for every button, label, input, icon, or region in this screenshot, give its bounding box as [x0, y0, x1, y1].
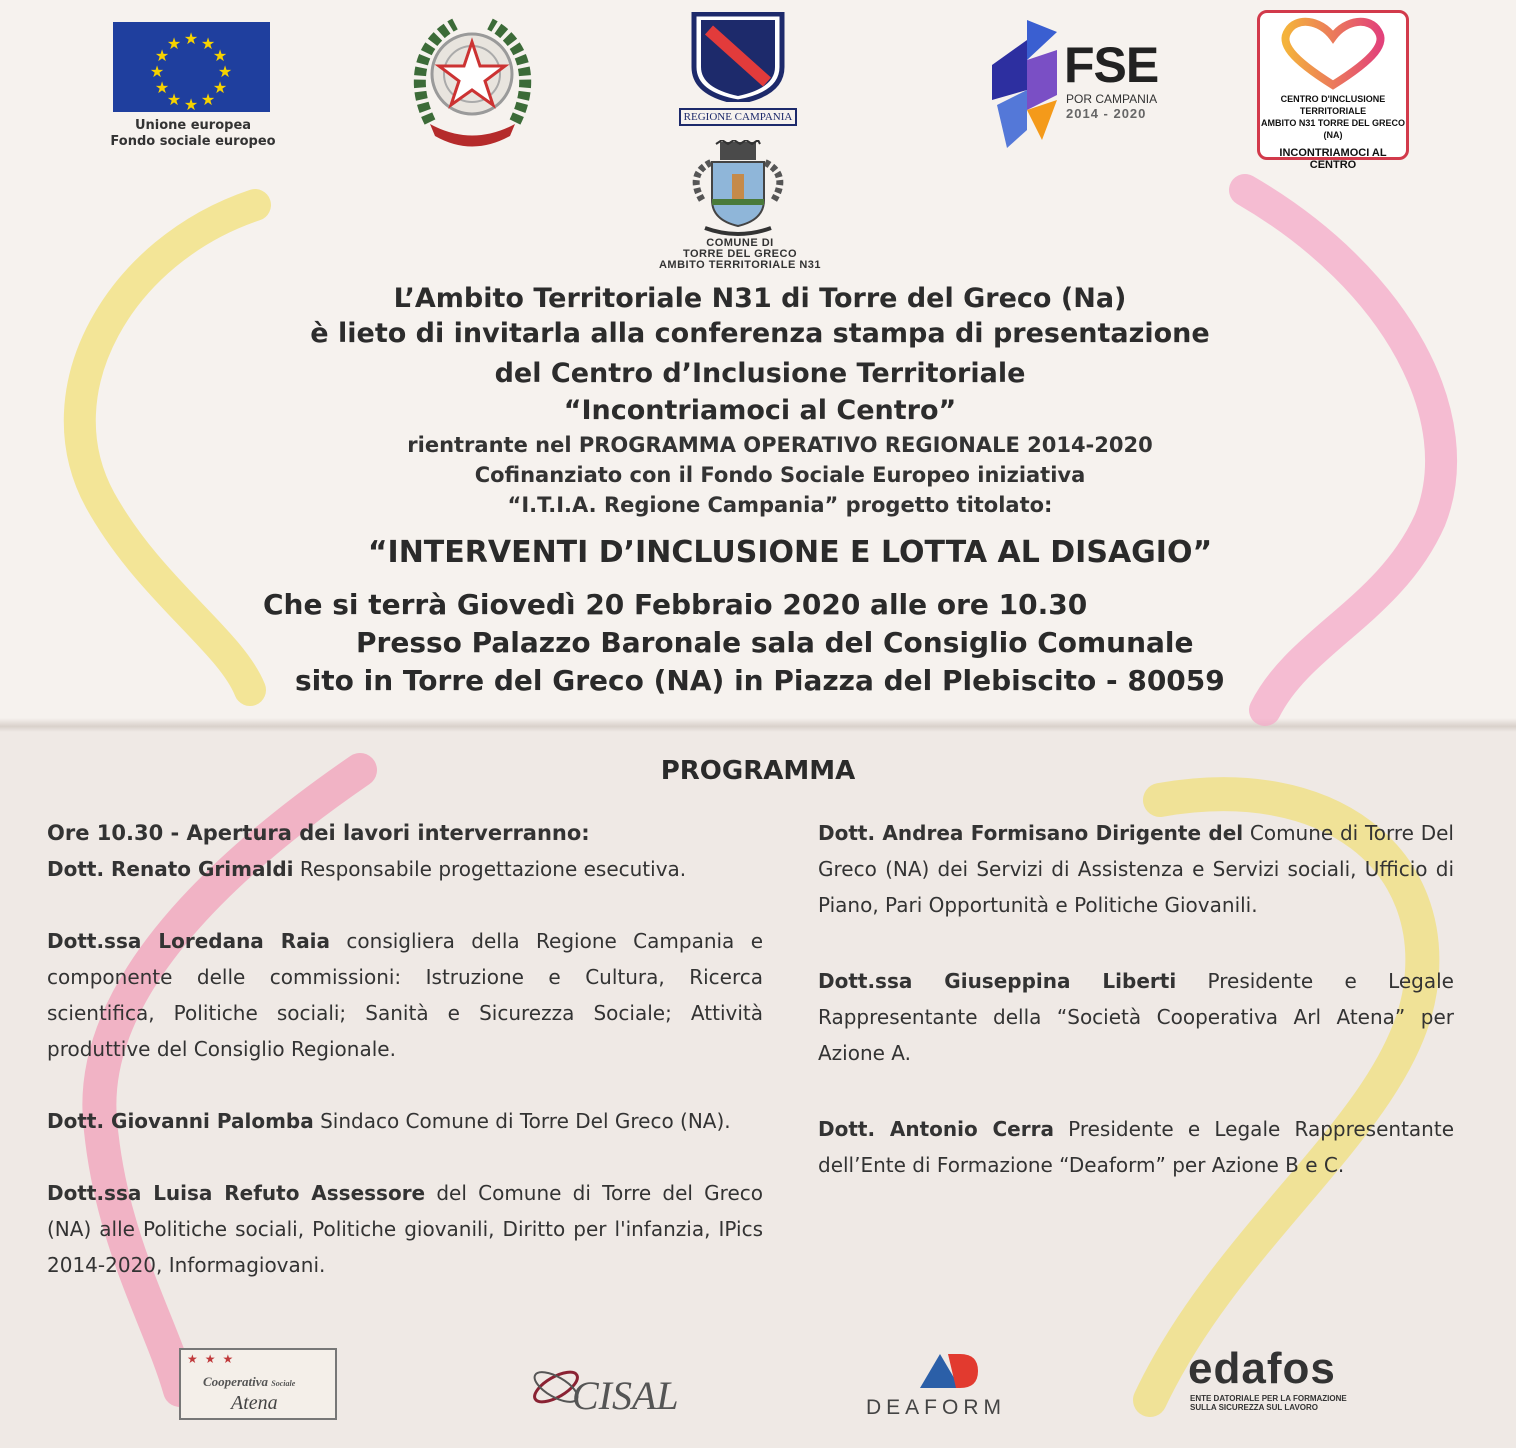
- invite-line1: L’Ambito Territoriale N31 di Torre del Greco (Na): [393, 283, 1127, 314]
- program-right-column: [818, 815, 1454, 1183]
- cisal-logo: CISAL: [572, 1373, 679, 1418]
- atena-line2: Atena: [231, 1392, 278, 1414]
- campania-label: REGIONE CAMPANIA: [679, 108, 797, 126]
- fse-emblem-icon: [987, 20, 1062, 148]
- invite-line2: è lieto di invitarla alla conferenza stampa di presentazione: [310, 318, 1210, 349]
- speaker-entry: Dott. Giovanni Palomba Sindaco Comune di Torre Del Greco (NA).: [47, 1109, 731, 1133]
- svg-text:★: ★: [212, 46, 228, 65]
- deaform-logo: DEAFORM: [866, 1396, 1006, 1419]
- atena-logo: [179, 1348, 337, 1420]
- fse-years: 2014 - 2020: [1066, 106, 1147, 121]
- fse-subtitle: POR CAMPANIA: [1066, 92, 1158, 106]
- comune-caption: COMUNE DI TORRE DEL GRECO AMBITO TERRITORIALE N31: [658, 237, 822, 271]
- program-left-column: [47, 815, 763, 1283]
- emblem-ribbon-text: [0, 0, 1, 1]
- svg-text:★: ★: [183, 29, 199, 48]
- invite-line4: “Incontriamoci al Centro”: [563, 395, 957, 426]
- svg-text:★: ★: [212, 78, 228, 97]
- project-title: “INTERVENTI D’INCLUSIONE E LOTTA AL DISAGIO”: [367, 535, 1213, 570]
- edafos-subtitle: ENTE DATORIALE PER LA FORMAZIONE SULLA SICUREZZA SUL LAVORO: [1190, 1394, 1347, 1412]
- svg-text:★: ★: [200, 34, 216, 53]
- edafos-logo: edafos: [1188, 1344, 1336, 1393]
- speaker-entry: Dott.ssa Luisa Refuto Assessore del Comune di Torre del Greco (NA) alle Politiche sociali, Politiche giovanili, Diritto per l'infanzia, IPics 2014-2020, Informagiovani.: [47, 1181, 763, 1277]
- svg-text:★: ★: [183, 95, 199, 112]
- invite-line3: del Centro d’Inclusione Territoriale: [494, 358, 1026, 389]
- cit-line1: CENTRO D'INCLUSIONE TERRITORIALE: [1280, 94, 1386, 116]
- event-date: Che si terrà Giovedì 20 Febbraio 2020 alle ore 10.30: [263, 588, 1088, 621]
- event-venue: Presso Palazzo Baronale sala del Consiglio Comunale: [356, 626, 1194, 659]
- speaker-entry: Dott.ssa Loredana Raia consigliera della Regione Campania e componente delle commissioni: Istruzione e Cultura, Ricerca scientifica, Politiche sociali; Sanità e Sicurezza Sociale; Attività produttive del Consiglio Regionale.: [47, 929, 763, 1061]
- svg-text:★: ★: [217, 62, 233, 81]
- svg-text:★: ★: [166, 90, 182, 109]
- speaker-entry: Dott. Antonio Cerra Presidente e Legale Rappresentante dell’Ente di Formazione “Deaform” per Azione B e C.: [818, 1117, 1454, 1177]
- speaker-entry: Dott. Andrea Formisano Dirigente del Comune di Torre Del Greco (NA) dei Servizi di Assistenza e Servizi sociali, Ufficio di Piano, Pari Opportunità e Politiche Giovanili.: [818, 821, 1454, 917]
- invite-line6: Cofinanziato con il Fondo Sociale Europeo iniziativa: [474, 463, 1086, 487]
- eu-caption: Unione europea Fondo sociale europeo: [110, 118, 276, 149]
- regione-campania-logo: [679, 12, 797, 124]
- svg-text:★: ★: [149, 62, 165, 81]
- svg-text:★: ★: [154, 78, 170, 97]
- atena-small: Sociale: [271, 1379, 296, 1388]
- comune-crest-icon: [690, 140, 786, 240]
- fse-title: FSE: [1064, 37, 1159, 93]
- campania-shield-icon: [679, 12, 797, 102]
- svg-text:★: ★: [154, 46, 170, 65]
- deaform-emblem-icon: [916, 1350, 982, 1390]
- invite-line5: rientrante nel PROGRAMMA OPERATIVO REGIONALE 2014-2020: [407, 433, 1153, 457]
- speaker-entry: Dott.ssa Giuseppina Liberti Presidente e Legale Rappresentante della “Società Cooperativa Arl Atena” per Azione A.: [818, 969, 1454, 1065]
- italian-republic-emblem: [410, 12, 535, 152]
- atena-line1: Cooperativa: [203, 1374, 268, 1389]
- cit-line2: AMBITO N31 TORRE DEL GRECO (NA): [1260, 118, 1406, 140]
- svg-text:★: ★: [200, 90, 216, 109]
- invite-line7: “I.T.I.A. Regione Campania” progetto titolato:: [507, 493, 1053, 517]
- eu-stars-icon: [113, 22, 270, 112]
- speaker-entry: Dott. Renato Grimaldi Responsabile progettazione esecutiva.: [47, 857, 687, 881]
- program-title: PROGRAMMA: [660, 756, 856, 786]
- eu-flag-logo: [113, 22, 270, 112]
- event-address: sito in Torre del Greco (NA) in Piazza del Plebiscito - 80059: [295, 664, 1225, 697]
- svg-text:★: ★: [166, 34, 182, 53]
- program-opening: Ore 10.30 - Apertura dei lavori interverranno:: [47, 821, 590, 845]
- centro-inclusione-logo: [1257, 10, 1409, 171]
- stars-icon: ★ ★ ★: [187, 1352, 236, 1366]
- heart-icon: [1260, 13, 1406, 93]
- cit-line3: INCONTRIAMOCI AL CENTRO: [1279, 147, 1387, 171]
